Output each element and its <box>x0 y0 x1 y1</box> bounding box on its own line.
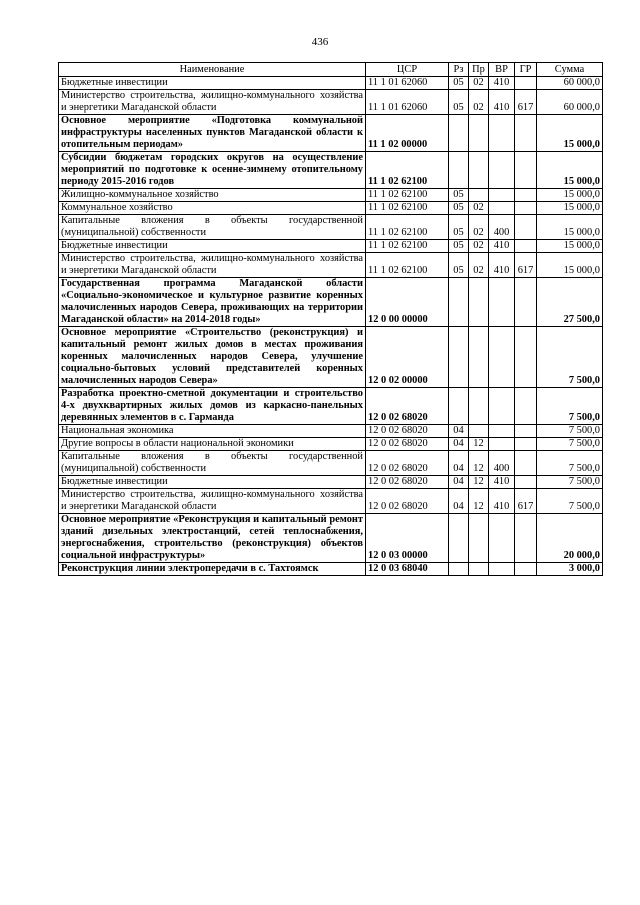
cell-rz <box>449 563 469 576</box>
cell-sum: 15 000,0 <box>537 189 603 202</box>
cell-vr <box>489 115 515 152</box>
cell-sum: 15 000,0 <box>537 253 603 278</box>
cell-rz: 04 <box>449 489 469 514</box>
page-number: 436 <box>311 36 329 48</box>
cell-name: Разработка проектно-сметной документации и строительство 4-х двухквартирных жилых домов из каркасно-панельных деревянных элементов в с. Гарманда <box>59 388 366 425</box>
table-row <box>59 489 603 514</box>
cell-gr <box>515 202 537 215</box>
cell-gr <box>515 152 537 189</box>
cell-vr: 410 <box>489 253 515 278</box>
cell-csr: 12 0 02 68020 <box>366 476 449 489</box>
budget-table <box>58 62 603 576</box>
table-row <box>59 278 603 327</box>
table-row <box>59 476 603 489</box>
cell-gr: 617 <box>515 90 537 115</box>
cell-vr <box>489 327 515 388</box>
table-row <box>59 253 603 278</box>
cell-csr: 12 0 02 68020 <box>366 489 449 514</box>
table-header-row <box>59 63 603 77</box>
cell-name: Жилищно-коммунальное хозяйство <box>59 189 366 202</box>
cell-pr: 02 <box>469 202 489 215</box>
table-row <box>59 563 603 576</box>
cell-pr: 02 <box>469 77 489 90</box>
cell-csr: 12 0 02 00000 <box>366 327 449 388</box>
cell-vr: 410 <box>489 90 515 115</box>
cell-pr: 02 <box>469 90 489 115</box>
cell-csr: 12 0 02 68020 <box>366 451 449 476</box>
cell-sum: 60 000,0 <box>537 90 603 115</box>
cell-pr <box>469 327 489 388</box>
cell-csr: 11 1 02 00000 <box>366 115 449 152</box>
cell-name: Капитальные вложения в объекты государственной (муниципальной) собственности <box>59 451 366 476</box>
cell-pr: 12 <box>469 476 489 489</box>
header-csr: ЦСР <box>366 63 449 77</box>
cell-sum: 7 500,0 <box>537 451 603 476</box>
cell-pr <box>469 514 489 563</box>
cell-sum: 7 500,0 <box>537 425 603 438</box>
cell-gr <box>515 189 537 202</box>
cell-pr <box>469 278 489 327</box>
cell-rz <box>449 388 469 425</box>
header-pr: Пр <box>469 63 489 77</box>
cell-csr: 11 1 01 62060 <box>366 77 449 90</box>
cell-vr <box>489 563 515 576</box>
cell-sum: 20 000,0 <box>537 514 603 563</box>
cell-pr <box>469 563 489 576</box>
cell-sum: 7 500,0 <box>537 489 603 514</box>
cell-csr: 11 1 01 62060 <box>366 90 449 115</box>
table-row <box>59 189 603 202</box>
cell-rz <box>449 152 469 189</box>
cell-gr <box>515 388 537 425</box>
cell-vr <box>489 388 515 425</box>
cell-gr <box>515 514 537 563</box>
table-row <box>59 327 603 388</box>
cell-csr: 12 0 00 00000 <box>366 278 449 327</box>
cell-sum: 15 000,0 <box>537 152 603 189</box>
cell-gr <box>515 327 537 388</box>
cell-name: Бюджетные инвестиции <box>59 476 366 489</box>
cell-csr: 11 1 02 62100 <box>366 152 449 189</box>
cell-gr <box>515 563 537 576</box>
cell-pr: 02 <box>469 240 489 253</box>
cell-name: Министерство строительства, жилищно-коммунального хозяйства и энергетики Магаданской области <box>59 253 366 278</box>
cell-gr <box>515 451 537 476</box>
cell-pr <box>469 388 489 425</box>
cell-sum: 7 500,0 <box>537 438 603 451</box>
cell-sum: 15 000,0 <box>537 115 603 152</box>
cell-name: Реконструкция линии электропередачи в с. Тахтоямск <box>59 563 366 576</box>
cell-rz: 04 <box>449 451 469 476</box>
cell-pr: 12 <box>469 438 489 451</box>
cell-gr <box>515 438 537 451</box>
cell-gr <box>515 115 537 152</box>
cell-rz: 05 <box>449 77 469 90</box>
cell-rz: 04 <box>449 476 469 489</box>
cell-name: Министерство строительства, жилищно-коммунального хозяйства и энергетики Магаданской области <box>59 489 366 514</box>
cell-csr: 11 1 02 62100 <box>366 253 449 278</box>
cell-rz: 04 <box>449 425 469 438</box>
cell-name: Коммунальное хозяйство <box>59 202 366 215</box>
cell-vr <box>489 202 515 215</box>
cell-vr: 410 <box>489 77 515 90</box>
table-row <box>59 451 603 476</box>
cell-vr: 400 <box>489 215 515 240</box>
cell-rz <box>449 514 469 563</box>
cell-gr <box>515 77 537 90</box>
cell-vr <box>489 278 515 327</box>
table-row <box>59 438 603 451</box>
cell-csr: 11 1 02 62100 <box>366 202 449 215</box>
cell-gr <box>515 476 537 489</box>
table-row <box>59 514 603 563</box>
cell-name: Капитальные вложения в объекты государственной (муниципальной) собственности <box>59 215 366 240</box>
table-row <box>59 152 603 189</box>
cell-pr <box>469 115 489 152</box>
cell-sum: 7 500,0 <box>537 388 603 425</box>
cell-vr: 410 <box>489 240 515 253</box>
cell-sum: 15 000,0 <box>537 202 603 215</box>
cell-vr: 400 <box>489 451 515 476</box>
cell-pr: 02 <box>469 253 489 278</box>
cell-gr <box>515 425 537 438</box>
cell-rz: 05 <box>449 253 469 278</box>
table-row <box>59 202 603 215</box>
cell-vr: 410 <box>489 476 515 489</box>
cell-pr <box>469 425 489 438</box>
table-row <box>59 115 603 152</box>
cell-rz: 04 <box>449 438 469 451</box>
cell-vr: 410 <box>489 489 515 514</box>
cell-vr <box>489 425 515 438</box>
cell-pr <box>469 152 489 189</box>
cell-pr: 12 <box>469 489 489 514</box>
cell-name: Основное мероприятие «Реконструкция и капитальный ремонт зданий дизельных электростанций, сетей теплоснабжения, энергоснабжения, строительство (реконструкция) объектов социальной инфраструктуры» <box>59 514 366 563</box>
header-name: Наименование <box>59 63 366 77</box>
cell-csr: 12 0 03 68040 <box>366 563 449 576</box>
cell-name: Министерство строительства, жилищно-коммунального хозяйства и энергетики Магаданской области <box>59 90 366 115</box>
cell-name: Бюджетные инвестиции <box>59 240 366 253</box>
header-rz: Рз <box>449 63 469 77</box>
cell-csr: 12 0 03 00000 <box>366 514 449 563</box>
cell-rz: 05 <box>449 202 469 215</box>
cell-sum: 60 000,0 <box>537 77 603 90</box>
cell-vr <box>489 438 515 451</box>
cell-vr <box>489 514 515 563</box>
cell-csr: 11 1 02 62100 <box>366 215 449 240</box>
cell-rz: 05 <box>449 215 469 240</box>
cell-rz: 05 <box>449 189 469 202</box>
cell-csr: 11 1 02 62100 <box>366 189 449 202</box>
cell-rz <box>449 115 469 152</box>
table-row <box>59 215 603 240</box>
cell-name: Другие вопросы в области национальной экономики <box>59 438 366 451</box>
cell-sum: 7 500,0 <box>537 327 603 388</box>
cell-csr: 12 0 02 68020 <box>366 438 449 451</box>
cell-name: Основное мероприятие «Строительство (реконструкция) и капитальный ремонт жилых домов в местах проживания коренных малочисленных народов Севера, улучшение социально-бытовых условий представителей коренных малочисленных народов Севера» <box>59 327 366 388</box>
cell-pr <box>469 189 489 202</box>
cell-sum: 15 000,0 <box>537 215 603 240</box>
cell-vr <box>489 189 515 202</box>
table-row <box>59 240 603 253</box>
cell-sum: 3 000,0 <box>537 563 603 576</box>
cell-rz <box>449 278 469 327</box>
cell-rz: 05 <box>449 90 469 115</box>
table-body <box>59 77 603 576</box>
cell-csr: 11 1 02 62100 <box>366 240 449 253</box>
cell-gr: 617 <box>515 253 537 278</box>
cell-rz <box>449 327 469 388</box>
cell-gr <box>515 215 537 240</box>
table-row <box>59 77 603 90</box>
cell-sum: 7 500,0 <box>537 476 603 489</box>
header-gr: ГР <box>515 63 537 77</box>
header-sum: Сумма <box>537 63 603 77</box>
table-row <box>59 425 603 438</box>
cell-sum: 15 000,0 <box>537 240 603 253</box>
cell-pr: 12 <box>469 451 489 476</box>
cell-gr: 617 <box>515 489 537 514</box>
cell-pr: 02 <box>469 215 489 240</box>
cell-name: Национальная экономика <box>59 425 366 438</box>
table-row <box>59 388 603 425</box>
cell-csr: 12 0 02 68020 <box>366 388 449 425</box>
cell-name: Бюджетные инвестиции <box>59 77 366 90</box>
cell-vr <box>489 152 515 189</box>
cell-name: Субсидии бюджетам городских округов на осуществление мероприятий по подготовке к осенне-зимнему отопительному периоду 2015-2016 годов <box>59 152 366 189</box>
cell-rz: 05 <box>449 240 469 253</box>
header-vr: ВР <box>489 63 515 77</box>
cell-csr: 12 0 02 68020 <box>366 425 449 438</box>
cell-name: Основное мероприятие «Подготовка коммунальной инфраструктуры населенных пунктов Магаданской области к отопительным периодам» <box>59 115 366 152</box>
cell-name: Государственная программа Магаданской области «Социально-экономическое и культурное развитие коренных малочисленных народов Севера, проживающих на территории Магаданской области» на 2014-2018 годы» <box>59 278 366 327</box>
cell-sum: 27 500,0 <box>537 278 603 327</box>
cell-gr <box>515 278 537 327</box>
cell-gr <box>515 240 537 253</box>
table-row <box>59 90 603 115</box>
